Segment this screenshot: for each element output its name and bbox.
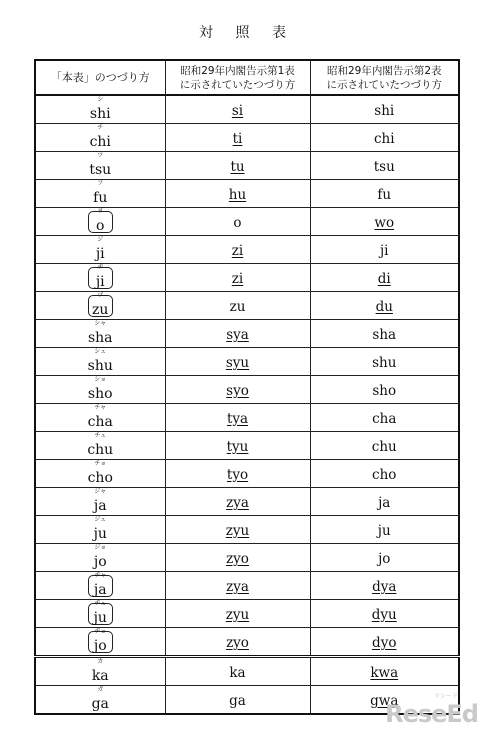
table-1-spelling: o [233, 215, 242, 231]
main-spelling-cell [35, 292, 165, 320]
table-1-spelling: zyo [226, 635, 249, 651]
kana-reading: チャ [94, 404, 107, 411]
table-2-spelling-cell [310, 376, 459, 404]
kana-reading: ヲ [97, 208, 104, 215]
kana-reading: ヂョ [94, 628, 107, 635]
table-2-spelling-cell [310, 95, 459, 124]
table-1-spelling-cell [165, 208, 310, 236]
kana-reading: ヂュ [94, 600, 107, 607]
table-1-spelling-cell [165, 488, 310, 516]
table-1-spelling-cell [165, 686, 310, 715]
main-spelling: ka [91, 668, 109, 684]
header-main-spelling: 「本表」のつづり方 [35, 60, 165, 95]
main-spelling-cell [35, 657, 165, 686]
table-1-spelling: zyu [225, 523, 250, 539]
table-2-spelling: ju [377, 523, 391, 539]
header-table-2-text: 昭和29年内閣告示第2表 に示されていたつづり方 [326, 64, 442, 91]
main-spelling-cell [35, 572, 165, 600]
table-2-spelling-cell [310, 544, 459, 572]
table-2-spelling: dyo [372, 635, 397, 651]
table-1-spelling-cell [165, 657, 310, 686]
table-2-spelling-cell [310, 292, 459, 320]
main-spelling: ja [93, 582, 107, 598]
kana-reading: ショ [94, 376, 107, 383]
table-2-spelling-cell [310, 600, 459, 628]
kana-reading: ヂ [97, 264, 104, 271]
table-1-spelling-cell [165, 432, 310, 460]
table-2-spelling-cell [310, 572, 459, 600]
table-2-spelling-cell [310, 488, 459, 516]
main-spelling: jo [93, 554, 107, 570]
table-1-spelling-cell [165, 544, 310, 572]
table-1-spelling-cell [165, 460, 310, 488]
table-2-spelling-cell [310, 404, 459, 432]
romanization-comparison-table [34, 59, 460, 715]
kana-reading: ヂャ [94, 572, 107, 579]
main-spelling-cell [35, 208, 165, 236]
table-1-spelling-cell [165, 572, 310, 600]
main-spelling-cell [35, 432, 165, 460]
kana-reading: ジ [97, 236, 104, 243]
main-spelling-cell [35, 488, 165, 516]
table-header-row [35, 60, 459, 95]
table-2-spelling-cell [310, 124, 459, 152]
table-2-spelling: di [377, 271, 391, 287]
table-row [35, 180, 459, 208]
table-1-spelling: zya [226, 495, 249, 511]
resed-logo [385, 693, 488, 734]
main-spelling: shu [87, 358, 113, 374]
main-spelling-cell [35, 460, 165, 488]
kana-reading: シュ [94, 348, 107, 355]
header-table-1-spelling [165, 60, 310, 95]
main-spelling: shi [89, 106, 111, 122]
table-1-spelling-cell [165, 236, 310, 264]
kana-reading: ジョ [94, 544, 107, 551]
table-2-spelling: ja [378, 495, 391, 511]
table-1-spelling: zya [226, 579, 249, 595]
header-table-1-text: 昭和29年内閣告示第1表 に示されていたつづり方 [179, 64, 296, 91]
table-row [35, 152, 459, 180]
table-row [35, 95, 459, 124]
main-spelling-cell [35, 376, 165, 404]
table-row [35, 572, 459, 600]
table-2-spelling: dyu [371, 607, 397, 623]
table-1-spelling-cell [165, 404, 310, 432]
main-spelling: sha [87, 330, 113, 346]
table-1-spelling: zu [229, 299, 246, 315]
kana-reading: カ [97, 658, 104, 665]
main-spelling: chu [87, 442, 114, 458]
main-spelling-cell [35, 264, 165, 292]
table-2-spelling-cell [310, 348, 459, 376]
header-table-2-spelling [310, 60, 459, 95]
table-1-spelling-cell [165, 320, 310, 348]
table-1-spelling-cell [165, 180, 310, 208]
table-row [35, 432, 459, 460]
main-spelling: o [96, 218, 105, 234]
table-2-spelling: jo [378, 551, 391, 567]
main-spelling-cell [35, 544, 165, 572]
table-1-spelling: tyo [226, 467, 249, 483]
main-spelling-cell [35, 348, 165, 376]
table-2-spelling: gwa [370, 693, 399, 709]
table-1-spelling: tya [226, 411, 249, 427]
table-1-spelling-cell [165, 152, 310, 180]
kana-reading: シ [97, 96, 104, 103]
main-spelling-cell [35, 516, 165, 544]
table-row [35, 404, 459, 432]
main-spelling-cell [35, 152, 165, 180]
table-1-spelling: syu [225, 355, 250, 371]
table-row [35, 320, 459, 348]
kana-reading: チ [97, 124, 104, 131]
main-spelling-cell [35, 404, 165, 432]
table-1-spelling: zi [231, 243, 244, 259]
table-row [35, 544, 459, 572]
main-spelling-cell [35, 686, 165, 715]
table-1-spelling: syo [226, 383, 249, 399]
table-2-spelling: du [375, 299, 393, 315]
table-2-spelling: chu [371, 439, 397, 455]
table-1-spelling-cell [165, 95, 310, 124]
table-1-spelling: si [231, 103, 244, 119]
table-2-spelling: wo [374, 215, 395, 231]
main-spelling-cell [35, 180, 165, 208]
table-2-spelling-cell [310, 460, 459, 488]
main-spelling: ja [93, 498, 107, 514]
table-row [35, 376, 459, 404]
main-spelling-cell [35, 124, 165, 152]
table-1-spelling: ka [229, 665, 246, 681]
kana-reading: ジャ [94, 488, 107, 495]
kana-reading: チュ [94, 432, 107, 439]
main-spelling-cell [35, 236, 165, 264]
main-spelling: ju [93, 526, 107, 542]
table-2-spelling: chi [373, 131, 395, 147]
table-2-spelling-cell [310, 516, 459, 544]
table-2-spelling: sha [372, 327, 397, 343]
table-1-spelling-cell [165, 124, 310, 152]
table-2-spelling-cell [310, 180, 459, 208]
main-spelling: ji [95, 274, 105, 290]
table-row [35, 488, 459, 516]
table-1-spelling-cell [165, 264, 310, 292]
kana-reading: ヅ [97, 292, 104, 299]
table-2-spelling-cell [310, 264, 459, 292]
main-spelling-cell [35, 95, 165, 124]
main-spelling-cell [35, 628, 165, 657]
table-row [35, 292, 459, 320]
table-row [35, 264, 459, 292]
kana-reading: フ [97, 180, 104, 187]
table-2-spelling-cell [310, 320, 459, 348]
table-row [35, 460, 459, 488]
table-2-spelling: fu [377, 187, 392, 203]
table-2-spelling: sho [372, 383, 397, 399]
main-spelling-cell [35, 320, 165, 348]
table-2-spelling: cha [372, 411, 397, 427]
table-1-spelling: zyo [226, 551, 249, 567]
main-spelling: sho [87, 386, 113, 402]
table-2-spelling: cho [372, 467, 397, 483]
table-row [35, 236, 459, 264]
main-spelling: cha [87, 414, 113, 430]
page-title: 対 照 表 [199, 25, 295, 41]
kana-reading: シャ [94, 320, 107, 327]
main-spelling-cell [35, 600, 165, 628]
table-2-spelling: shu [372, 355, 397, 371]
table-2-spelling-cell [310, 236, 459, 264]
table-row [35, 657, 459, 686]
main-spelling: tsu [89, 162, 112, 178]
main-spelling: ji [95, 246, 105, 262]
table-2-spelling: ji [379, 243, 389, 259]
table-1-spelling-cell [165, 516, 310, 544]
table-row [35, 124, 459, 152]
table-row [35, 600, 459, 628]
main-spelling: ga [91, 696, 109, 712]
logo-subtext: リシード [433, 693, 458, 700]
main-spelling: chi [89, 134, 111, 150]
table-1-spelling: zyu [225, 607, 250, 623]
table-1-spelling: hu [228, 187, 247, 203]
table-2-spelling-cell [310, 657, 459, 686]
table-1-spelling: ti [232, 131, 243, 147]
table-1-spelling-cell [165, 628, 310, 657]
table-row [35, 208, 459, 236]
main-spelling: fu [93, 190, 108, 206]
table-2-spelling-cell [310, 208, 459, 236]
table-2-spelling-cell [310, 628, 459, 657]
table-1-spelling: ga [229, 693, 246, 709]
table-1-spelling-cell [165, 348, 310, 376]
logo-text: ReseEd [385, 700, 478, 728]
table-1-spelling: tyu [226, 439, 249, 455]
kana-reading: ツ [97, 152, 104, 159]
main-spelling: zu [92, 302, 109, 318]
table-1-spelling-cell [165, 292, 310, 320]
table-row [35, 628, 459, 657]
table-2-spelling: shi [374, 103, 395, 119]
table-1-spelling-cell [165, 600, 310, 628]
table-2-spelling: tsu [373, 159, 395, 175]
table-2-spelling-cell [310, 152, 459, 180]
table-2-spelling: kwa [370, 665, 399, 681]
table-row [35, 348, 459, 376]
main-spelling: ju [93, 610, 107, 626]
table-1-spelling: tu [230, 159, 245, 175]
table-2-spelling-cell [310, 432, 459, 460]
kana-reading: ジュ [94, 516, 107, 523]
table-2-spelling: dya [372, 579, 397, 595]
table-1-spelling: zi [231, 271, 244, 287]
table-1-spelling: sya [226, 327, 249, 343]
kana-reading: ガ [97, 686, 104, 693]
table-1-spelling-cell [165, 376, 310, 404]
main-spelling: cho [87, 470, 113, 486]
table-row [35, 516, 459, 544]
kana-reading: チョ [94, 460, 107, 467]
main-spelling: jo [93, 638, 107, 654]
